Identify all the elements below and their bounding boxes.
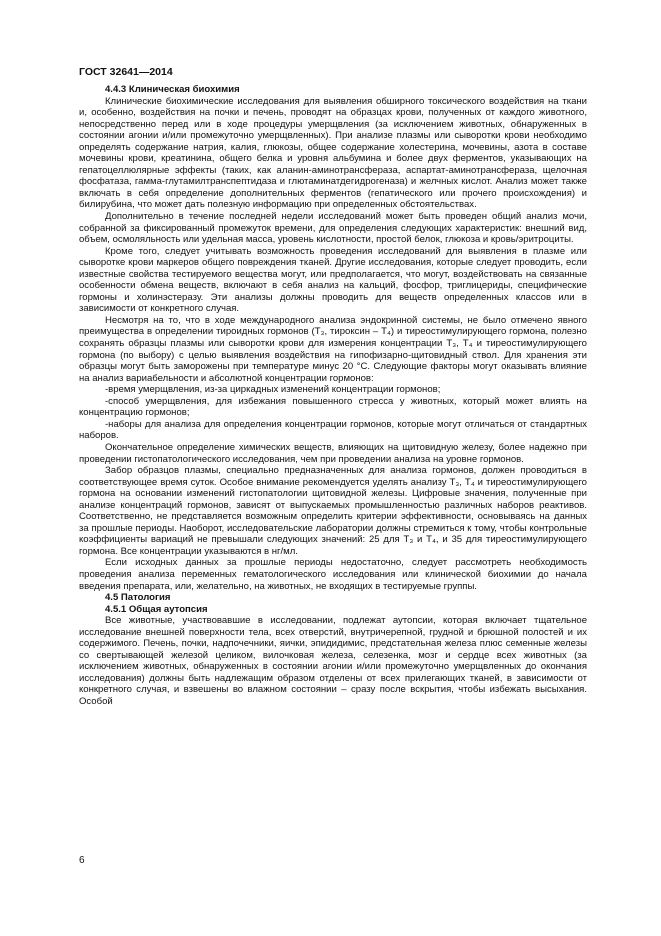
list-item: -способ умерщвления, для избежания повышенного стресса у животных, который может влиять на концентрацию гормонов; (79, 395, 587, 419)
section-heading-4-5: 4.5 Патология (105, 592, 171, 604)
paragraph: Окончательное определение химических веществ, влияющих на щитовидную железу, более надежно при проведении гистопатологического исследования, чем при проведении анализа на уровне гормонов. (79, 441, 587, 465)
list-item: -наборы для анализа для определения концентрации гормонов, которые могут отличаться от стандартных наборов. (79, 418, 587, 442)
page-number: 6 (79, 855, 85, 866)
list-item: -время умерщвления, из-за циркадных изменений концентрации гормонов; (105, 384, 441, 396)
document-header: ГОСТ 32641—2014 (79, 66, 173, 78)
paragraph: Если исходных данных за прошлые периоды недостаточно, следует рассмотреть необходимость проведения анализа переменных гематологического исследования или клинической биохимии до начала введения препарата, или, желательно, на животных, не входящих в тестируемые группы. (79, 557, 587, 592)
paragraph: Дополнительно в течение последней недели исследований может быть проведен общий анализ мочи, собранной за фиксированный промежуток времени, для определения следующих характеристик: внешний вид, объем, осмоляльность или удельная масса, уровень кислотности, простой белок, глюкоза и кровь/эритроциты. (79, 211, 587, 246)
document-body (79, 84, 587, 708)
section-heading-4-5-1: 4.5.1 Общая аутопсия (105, 603, 208, 615)
paragraph: Клинические биохимические исследования для выявления обширного токсического воздействия на ткани и, особенно, воздействия на почки и печень, проводят на образцах крови, полученных от каждого животного, непосредственно перед или в ходе процедуры умерщвления (за исключением животных, обнаруженных в состоянии агонии и/или промежуточно умерщвленных). При анализе плазмы или сыворотки крови необходимо определять содержание натрия, калия, глюкозы, общее содержание холестерина, мочевины, азота в составе мочевины крови, креатинина, общего белка и уровня альбумина и более двух ферментов, указывающих на гепатоцеллюлярные эффекты (таких, как аланин-аминотрансфераза, аспартат-аминотрансфераза, щелочная фосфатаза, гамма-глутамилтранспептидаза и глютаминатдегидрогеназа) и желчных кислот. Анализ может также включать в себя определение дополнительных ферментов (гепатического или прочего происхождения) и билирубина, что может дать полезную информацию при определенных обстоятельствах. (79, 95, 587, 211)
paragraph: Забор образцов плазмы, специально предназначенных для анализа гормонов, должен проводиться в соответствующее время суток. Особое внимание рекомендуется уделять анализу Т₃, Т₄ и тиреостимулирующего гормона на основании изменений гистопатологии щитовидной железы. Цифровые значения, полученные при анализе концентраций гормонов, зависят от выпускаемых промышленностью различных наборов реактивов. Соответственно, не представляется возможным определить критерии эффективности, основываясь на данных за прошлые периоды. Наоборот, исследовательские лаборатории должны стремиться к тому, чтобы контрольные коэффициенты вариаций не превышали следующих значений: 25 для Т₃ и Т₄, и 35 для тиреостимулирующего гормона. Все концентрации указываются в нг/мл. (79, 465, 587, 557)
section-heading-4-4-3: 4.4.3 Клиническая биохимия (105, 84, 240, 95)
paragraph: Все животные, участвовавшие в исследовании, подлежат аутопсии, которая включает тщательное исследование внешней поверхности тела, всех отверстий, внутричерепной, грудной и брюшной полостей и их содержимого. Печень, почки, надпочечники, яички, эпидидимис, предстательная железа плюс семенные железы со свертывающей железой целиком, вилочковая железа, селезенка, мозг и сердце всех животных (за исключением животных, обнаруженных в состоянии агонии и/или промежуточно умерщвленных до окончания исследования) должны быть надлежащим образом отделены от всех прилегающих тканей, в зависимости от конкретного случая, и взвешены во влажном состоянии – сразу после вскрытия, чтобы избежать высыхания. Особой (79, 615, 587, 707)
paragraph: Несмотря на то, что в ходе международного анализа эндокринной системы, не было отмечено явного преимущества в определении тироидных гормонов (Т₃, тироксин – Т₄) и тиреостимулирующего гормона, полезно сохранять образцы плазмы или сыворотки крови для измерения концентрации Т₃, Т₄ и тиреостимулирующего гормона (по выбору) с целью выявления воздействия на гипофизарно-щитовидный ствол. Для хранения эти образцы могут быть заморожены при температуре минус 20 °С. Следующие факторы могут оказывать влияние на анализ вариабельности и абсолютной концентрации гормонов: (79, 314, 587, 384)
paragraph: Кроме того, следует учитывать возможность проведения исследований для выявления в плазме или сыворотке крови маркеров общего повреждения тканей. Другие исследования, которые следует проводить, если известные свойства тестируемого вещества могут, или предполагается, что могут, воздействовать на связанные особенности обмена веществ, включают в себя анализ на кальций, фосфор, триглицериды, специфические гормоны и холинэстеразу. Эти анализы должны проводить для веществ определенных классов или в зависимости от конкретного случая. (79, 245, 587, 315)
